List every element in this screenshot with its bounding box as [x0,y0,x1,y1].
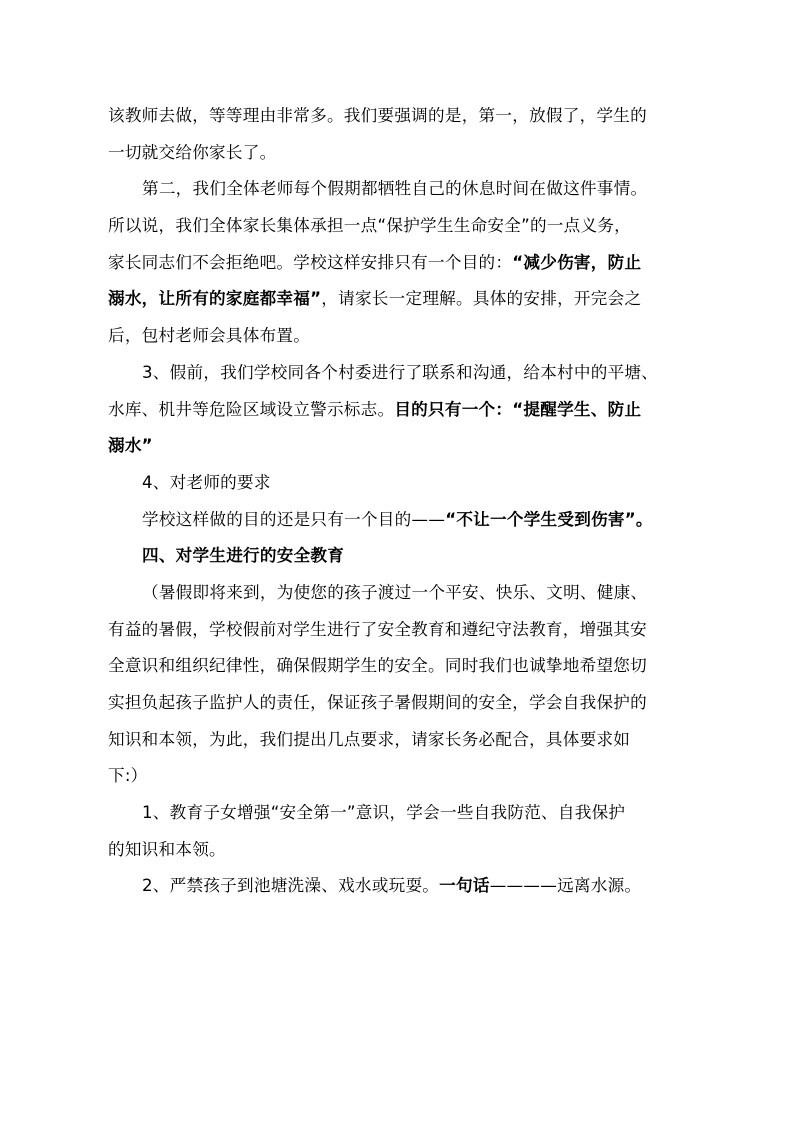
bold-text-segment: 溺水” [108,436,153,456]
bold-text-segment: “不让一个学生受到伤害”。 [445,509,653,529]
text-line [108,758,698,795]
text-segment: 1、教育子女增强“安全第一”意识，学会一些自我防范、自我保护 [142,803,626,823]
text-line [108,502,698,539]
text-segment: 下:） [108,766,148,786]
text-segment: 后，包村老师会具体布置。 [108,326,311,346]
text-segment: 的知识和本领。 [108,839,226,859]
text-segment: 有益的暑假，学校假前对学生进行了安全教育和遵纪守法教育，增强其安 [108,619,647,639]
text-segment: ，请家长一定理解。具体的安排，开完会之 [321,289,642,309]
text-segment: 4、对老师的要求 [142,472,271,492]
text-line [108,722,698,759]
text-line [108,612,698,649]
text-line [108,795,698,832]
text-segment: 该教师去做，等等理由非常多。我们要强调的是，第一，放假了，学生的 [108,106,647,125]
text-segment: 所以说，我们全体家长集体承担一点“保护学生生命安全”的一点义务， [108,216,632,236]
text-line [108,355,698,392]
text-line [108,171,698,208]
text-line [108,575,698,612]
text-line [108,428,698,465]
text-segment: 家长同志们不会拒绝吧。学校这样安排只有一个目的： [108,252,513,272]
text-segment: 一切就交给你家长了。 [108,142,277,162]
text-line [108,208,698,245]
bold-text-segment: “减少伤害，防止 [512,252,642,272]
bold-text-segment: 一句话 [439,876,490,896]
text-line [108,245,698,282]
bold-text-segment: 四、对学生进行的安全教育 [142,546,345,566]
text-segment: 实担负起孩子监护人的责任，保证孩子暑假期间的安全，学会自我保护的 [108,693,647,712]
text-segment: 知识和本领，为此，我们提出几点要求，请家长务必配合，具体要求如 [108,729,631,749]
text-line [108,648,698,685]
text-segment: ————远离水源。 [489,876,642,896]
text-segment: 3、假前，我们学校同各个村委进行了联系和沟通，给本村中的平塘、 [142,362,659,382]
document-body [108,98,698,905]
text-segment: （暑假即将来到，为使您的孩子渡过一个平安、快乐、文明、健康、 [142,582,648,602]
text-line [108,392,698,429]
text-segment: 学校这样做的目的还是只有一个目的—— [142,509,446,529]
text-line [108,685,698,722]
bold-text-segment: 目的只有一个：“提醒学生、防止 [394,399,642,419]
text-line [108,281,698,318]
text-segment: 全意识和组织纪律性，确保假期学生的安全。同时我们也诚挚地希望您切 [108,656,647,676]
text-line [108,98,698,135]
text-line [108,868,698,905]
text-segment: 2、严禁孩子到池塘洗澡、戏水或玩耍。 [142,876,440,896]
text-line [108,465,698,502]
text-segment: 水库、机井等危险区域设立警示标志。 [108,399,395,419]
text-segment: 第二，我们全体老师每个假期都牺牲自己的休息时间在做这件事情。 [142,179,648,199]
text-line [108,135,698,172]
text-line [108,832,698,869]
text-line [108,318,698,355]
bold-text-segment: 溺水，让所有的家庭都幸福” [108,289,322,309]
text-line [108,538,698,575]
